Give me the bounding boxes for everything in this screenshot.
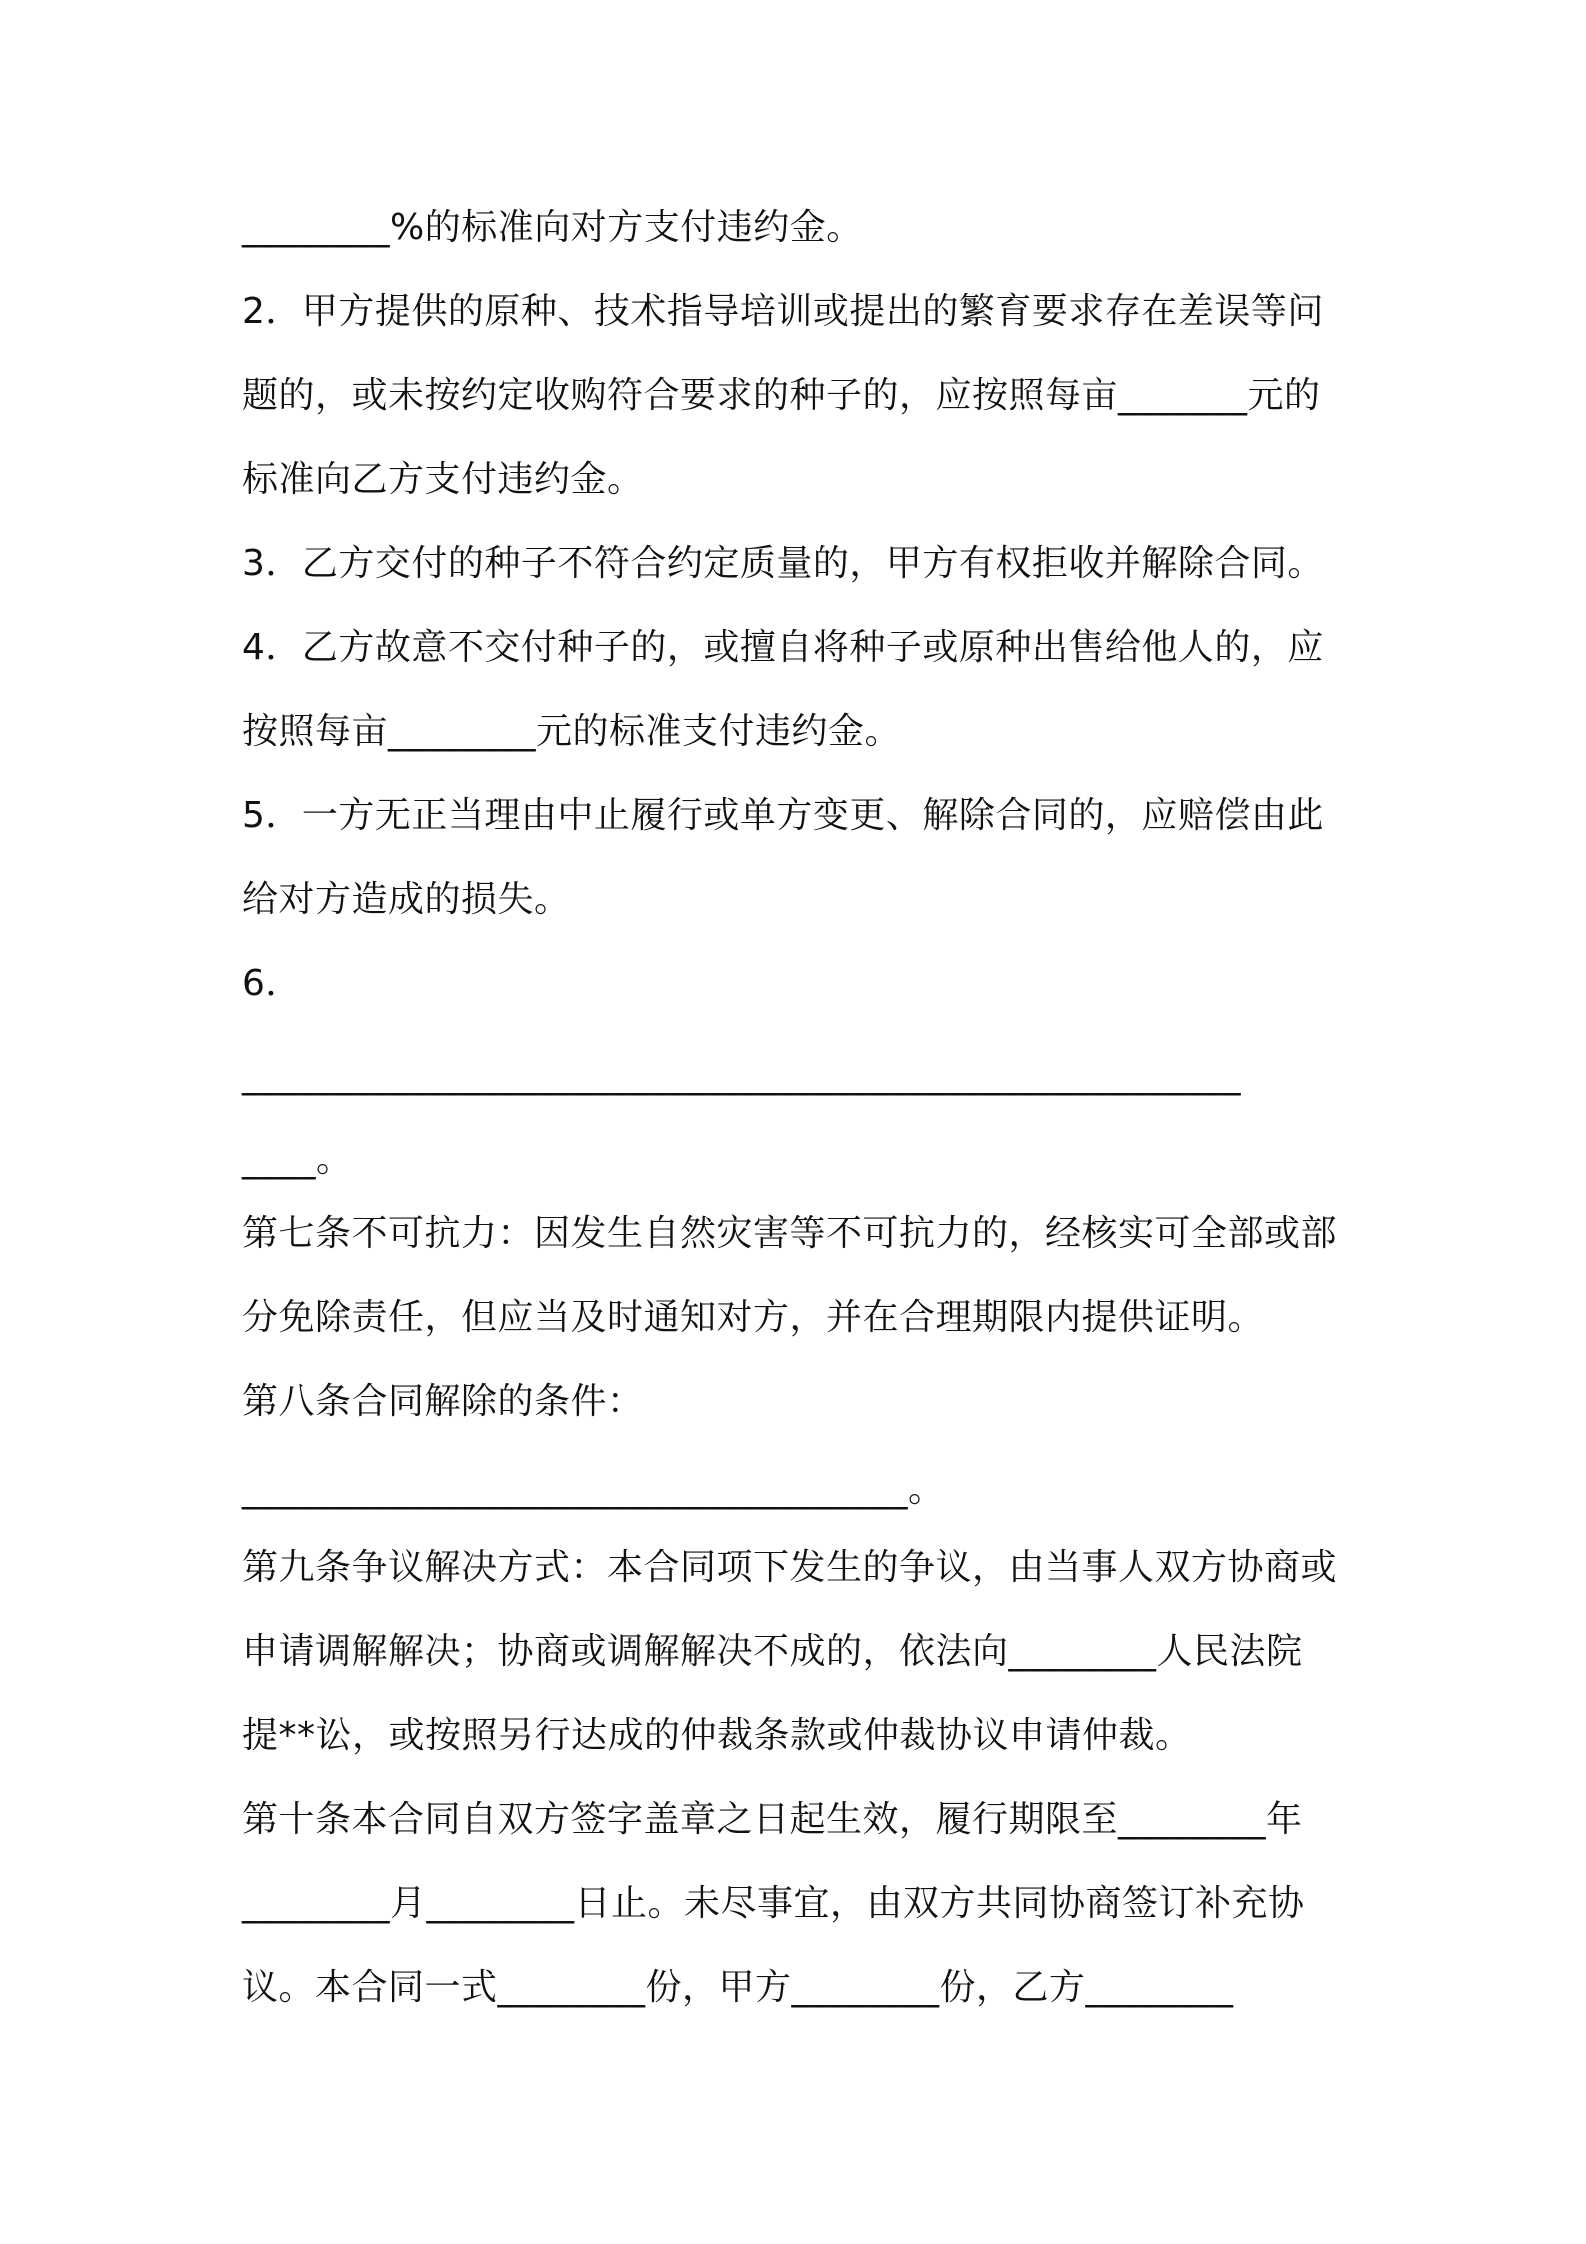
text-line: 按照每亩________元的标准支付违约金。 — [242, 711, 902, 752]
text-line: ____。 — [242, 1139, 353, 1180]
text-line: 给对方造成的损失。 — [242, 879, 571, 920]
text-line: 提**讼，或按照另行达成的仲裁条款或仲裁协议申请仲裁。 — [242, 1715, 1192, 1756]
text-line: 第十条本合同自双方签字盖章之日起生效，履行期限至________年 — [242, 1799, 1303, 1840]
text-line: 标准向乙方支付违约金。 — [242, 459, 644, 500]
text-line: 3．乙方交付的种子不符合约定质量的，甲方有权拒收并解除合同。 — [242, 543, 1324, 584]
text-line: 6． — [242, 963, 302, 1004]
text-line: 议。本合同一式________份，甲方________份，乙方________ — [242, 1967, 1234, 2008]
text-line: 5．一方无正当理由中止履行或单方变更、解除合同的，应赔偿由此 — [242, 795, 1324, 836]
text-line: 题的，或未按约定收购符合要求的种子的，应按照每亩_______元的 — [242, 375, 1321, 416]
text-line: 第七条不可抗力：因发生自然灾害等不可抗力的，经核实可全部或部 — [242, 1213, 1338, 1254]
text-line: 2．甲方提供的原种、技术指导培训或提出的繁育要求存在差误等问 — [242, 291, 1324, 332]
text-line: ________%的标准向对方支付违约金。 — [242, 207, 863, 248]
text-line: 分免除责任，但应当及时通知对方，并在合理期限内提供证明。 — [242, 1297, 1265, 1338]
text-line: ________月________日止。未尽事宜，由双方共同协商签订补充协 — [242, 1883, 1305, 1924]
text-line: 申请调解解决；协商或调解解决不成的，依法向________人民法院 — [242, 1631, 1303, 1672]
text-line: 第八条合同解除的条件： — [242, 1381, 644, 1422]
text-line: ______________________________________________________ — [242, 1055, 1241, 1096]
text-line: 4．乙方故意不交付种子的，或擅自将种子或原种出售给他人的，应 — [242, 627, 1324, 668]
text-line: 第九条争议解决方式：本合同项下发生的争议，由当事人双方协商或 — [242, 1547, 1338, 1588]
text-line: ____________________________________。 — [242, 1469, 945, 1510]
